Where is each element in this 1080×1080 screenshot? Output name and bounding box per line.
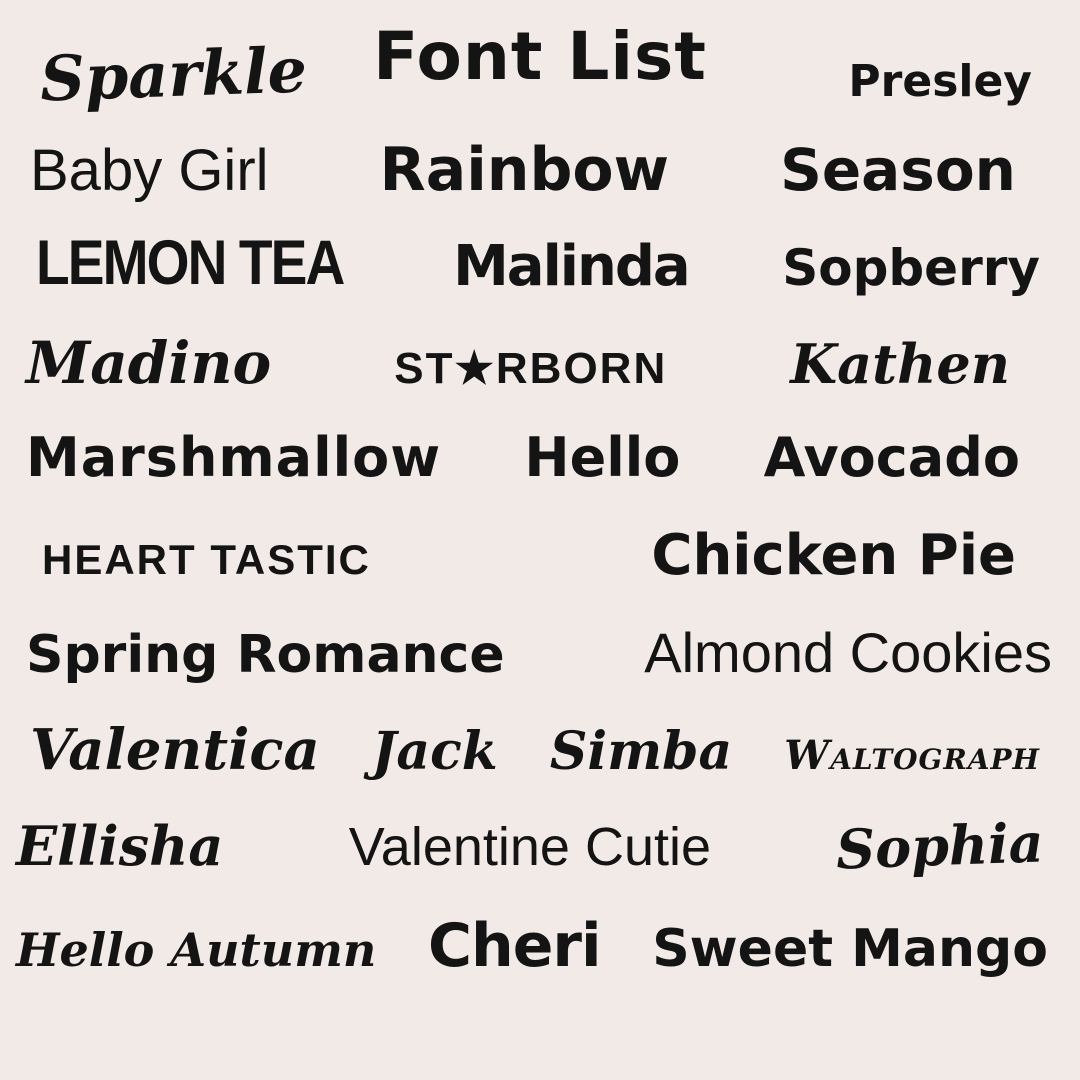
font-name-marshmallow: Marshmallow [26,426,442,489]
font-name-rainbow: Rainbow [379,135,670,205]
font-row [0,717,1080,814]
font-name-cheri: Cheri [427,911,601,981]
font-name-heart-tastic: HEART TASTIC [42,536,371,583]
font-name-season: Season [780,136,1016,204]
font-name-malinda: Malinda [453,234,689,299]
font-name-baby-girl: Baby Girl [30,138,269,203]
font-name-almond-cookies: Almond Cookies [644,621,1052,684]
font-name-sweet-mango: Sweet Mango [652,919,1048,979]
font-name-sopberry: Sopberry [782,239,1040,297]
font-row [0,911,1080,1008]
font-name-lemon-tea: LEMON TEA [36,227,344,298]
font-name-sophia: Sophia [835,810,1046,882]
font-name-valentica: Valentica [30,717,320,783]
font-name-hello: Hello [524,426,681,489]
font-row [0,426,1080,523]
font-name-jack: Jack [371,721,498,782]
font-row [0,620,1080,717]
font-name-madino: Madino [26,329,272,397]
font-name-starborn: ST★RBORN [394,344,668,393]
font-row [0,33,1080,135]
font-name-ellisha: Ellisha [16,814,224,878]
font-row [0,135,1080,232]
font-name-sparkle: Sparkle [38,33,309,116]
font-row [0,523,1080,620]
font-row [0,227,1080,329]
font-name-waltograph: Waltograph [784,732,1040,779]
font-name-hello-autumn: Hello Autumn [16,923,377,977]
font-name-avocado: Avocado [763,426,1020,489]
font-row [0,329,1080,426]
font-name-chicken-pie: Chicken Pie [651,523,1016,588]
font-name-valentine-cutie: Valentine Cutie [348,817,712,877]
font-name-presley: Presley [848,56,1032,107]
font-name-simba: Simba [549,721,733,782]
font-name-spring-romance: Spring Romance [26,625,505,685]
font-row [0,810,1080,911]
font-name-kathen: Kathen [790,332,1010,396]
page-title: Font List [373,18,707,95]
